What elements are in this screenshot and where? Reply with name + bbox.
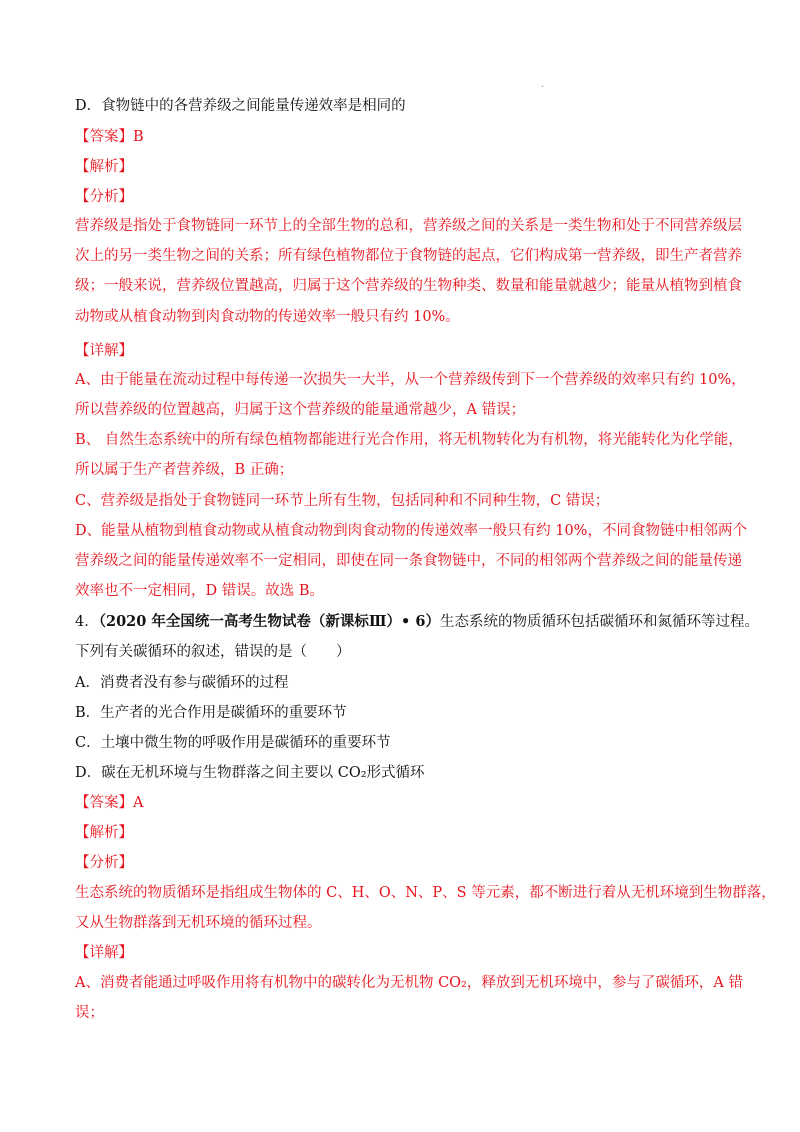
answer-value: A [133, 795, 144, 811]
q3-analysis-line: 动物或从植食动物到肉食动物的传递效率一般只有约 10%。 [75, 309, 460, 325]
q4-option-b: B．生产者的光合作用是碳循环的重要环节 [75, 705, 347, 721]
q3-detail-line: 营养级之间的能量传递效率不一定相同，即使在同一条食物链中，不同的相邻两个营养级之间的能量传递 [75, 553, 742, 569]
q4-option-d: D．碳在无机环境与生物群落之间主要以 CO₂形式循环 [75, 765, 425, 781]
q4-number: 4． [75, 614, 99, 630]
q3-option-d: D．食物链中的各营养级之间能量传递效率是相同的 [75, 98, 406, 114]
q3-fenxi-label: 【分析】 [75, 189, 133, 205]
q4-source: （2020 年全国统一高考生物试卷（新课标Ⅲ）• 6） [98, 613, 440, 630]
q4-analysis-line: 又从生物群落到无机环境的循环过程。 [75, 915, 322, 931]
page-mark: · [541, 82, 545, 93]
q4-answer [75, 793, 143, 813]
answer-label: 【答案】 [75, 129, 133, 145]
q3-detail-line: 效率也不一定相同，D 错误。故选 B。 [75, 583, 324, 599]
q3-detail-line: C、营养级是指处于食物链同一环节上所有生物，包括同种和不同种生物，C 错误； [75, 493, 610, 509]
q3-detail-line: B、 自然生态系统中的所有绿色植物都能进行光合作用，将无机物转化为有机物，将光能转化为化学能， [75, 432, 743, 448]
q4-detail-line: 误； [75, 1005, 104, 1021]
q4-option-a: A．消费者没有参与碳循环的过程 [75, 675, 289, 691]
q3-answer [75, 127, 144, 147]
q4-fenxi-label: 【分析】 [75, 855, 133, 871]
q4-stem-line-2: 下列有关碳循环的叙述，错误的是（ ） [75, 644, 351, 660]
q4-option-c: C．土壤中微生物的呼吸作用是碳循环的重要环节 [75, 735, 391, 751]
q4-stem [75, 612, 759, 632]
q4-detail-line: A、消费者能通过呼吸作用将有机物中的碳转化为无机物 CO₂，释放到无机环境中，参与了碳循环，A 错 [75, 975, 743, 991]
q3-detail-line: A、由于能量在流动过程中每传递一次损失一大半，从一个营养级传到下一个营养级的效率只有约 10%， [75, 372, 746, 388]
answer-label: 【答案】 [75, 795, 133, 811]
q3-analysis-line: 次上的另一类生物之间的关系；所有绿色植物都位于食物链的起点，它们构成第一营养级，即生产者营养 [75, 248, 742, 264]
q3-jiexi-label: 【解析】 [75, 159, 133, 175]
q3-analysis-line: 级；一般来说，营养级位置越高，归属于这个营养级的生物种类、数量和能量就越少；能量从植物到植食 [75, 278, 742, 294]
q3-analysis-line: 营养级是指处于食物链同一环节上的全部生物的总和，营养级之间的关系是一类生物和处于不同营养级层 [75, 218, 742, 234]
q3-detail-line: D、能量从植物到植食动物或从植食动物到肉食动物的传递效率一般只有约 10%，不同食物链中相邻两个 [75, 523, 747, 539]
q3-detail-line: 所以属于生产者营养级，B 正确； [75, 462, 294, 478]
q4-jiexi-label: 【解析】 [75, 825, 133, 841]
q4-stem-text: 生态系统的物质循环包括碳循环和氮循环等过程。 [439, 614, 759, 630]
q4-analysis-line: 生态系统的物质循环是指组成生物体的 C、H、O、N、P、S 等元素，都不断进行着从无机环境到生物群落， [75, 885, 776, 901]
answer-value: B [133, 129, 144, 145]
q4-detail-label: 【详解】 [75, 945, 133, 961]
q3-detail-label: 【详解】 [75, 343, 133, 359]
q3-detail-line: 所以营养级的位置越高，归属于这个营养级的能量通常越少，A 错误； [75, 402, 526, 418]
